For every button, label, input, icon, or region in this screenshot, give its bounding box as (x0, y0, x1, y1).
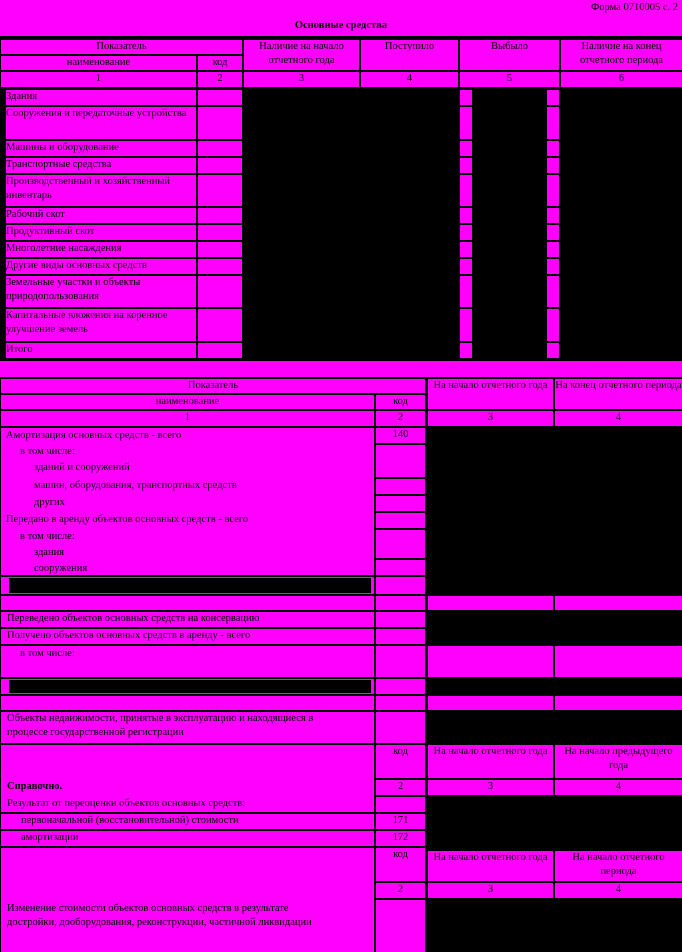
t1-code-cell[interactable] (198, 208, 242, 223)
t1-row-buildings: Здания (6, 90, 196, 105)
t2-code-cell[interactable] (376, 530, 425, 558)
t1-disposed-left-cell[interactable] (460, 158, 472, 173)
t1-disposed-left-cell[interactable] (460, 343, 472, 358)
t3-colnum-2: 2 (376, 780, 425, 795)
t1-header-indicator: Показатель (1, 40, 242, 54)
t1-disposed-right-cell[interactable] (547, 225, 559, 240)
t4-header-code: код (376, 848, 425, 881)
t1-code-cell[interactable] (198, 175, 242, 206)
t4-code-cell[interactable] (376, 900, 425, 952)
t3-reference-block (1, 745, 374, 812)
t2-row-leased-out-total: Передано в аренду объектов основных средств - всего (6, 514, 249, 525)
t1-disposed-left-cell[interactable] (460, 208, 472, 223)
t1-header-name: наименование (1, 56, 196, 70)
t1-disposed-left-cell[interactable] (460, 309, 472, 341)
t1-disposed-left-cell[interactable] (460, 107, 472, 139)
t2-end-cell[interactable] (555, 646, 682, 677)
t1-disposed-left-cell[interactable] (460, 259, 472, 274)
t2-code-cell[interactable] (376, 596, 425, 610)
t1-disposed-left-cell[interactable] (460, 225, 472, 240)
t2-header-name: наименование (1, 395, 374, 409)
t2-row-amortization-total: Амортизация основных средств - всего (6, 430, 182, 441)
t2-row-leased-buildings: здания (34, 547, 65, 558)
t2-blank-row-input[interactable] (9, 578, 371, 593)
t4-text-block (1, 848, 374, 952)
t1-disposed-right-cell[interactable] (547, 107, 559, 139)
t2-blank-row-2 (1, 679, 374, 694)
t3-reference-text: Результат от переоценки объектов основных средств: (7, 798, 246, 809)
t1-row-inventory: Производственный и хозяйственный инвентарь (6, 175, 196, 206)
t1-row-work-cattle: Рабочий скот (6, 208, 196, 223)
t4-colnum-4: 4 (555, 883, 682, 898)
t2-code-cell[interactable] (376, 712, 425, 743)
t1-header-disposed: Выбыло (460, 40, 559, 70)
t2-code-140: 140 (376, 428, 425, 443)
t1-row-perennials: Многолетние насаждения (6, 242, 196, 257)
t3-reference-label: Справочно. (7, 781, 63, 792)
t1-code-cell[interactable] (198, 158, 242, 173)
t1-disposed-right-cell[interactable] (547, 242, 559, 257)
t1-header-code: код (198, 56, 242, 70)
t2-code-cell[interactable] (376, 513, 425, 528)
t2-code-cell[interactable] (376, 445, 425, 477)
t1-disposed-right-cell[interactable] (547, 90, 559, 105)
t2-including-block (1, 646, 374, 677)
t1-row-land: Земельные участки и объекты природопользования (6, 276, 196, 307)
t1-colnum-3: 3 (244, 72, 359, 87)
t2-code-cell[interactable] (376, 560, 425, 575)
t3-row-amortization: амортизации (1, 831, 374, 846)
t3-header-start: На начало отчетного года (428, 745, 553, 778)
t1-header-received: Поступило (361, 40, 458, 70)
t2-row-machinery: машин, оборудования, транспортных средств (34, 480, 237, 491)
t2-row-real-estate: Объекты недвижимости, принятые в эксплуатацию и находящиеся в процессе государственной регистрации (1, 712, 374, 743)
t3-header-prev: На начало предыдущего года (555, 745, 682, 778)
t1-code-cell[interactable] (198, 242, 242, 257)
t1-row-productive-cattle: Продуктивный скот (6, 225, 196, 240)
t3-colnum-3: 3 (428, 780, 553, 795)
t1-code-cell[interactable] (198, 343, 242, 358)
t2-row-including: в том числе: (20, 446, 75, 457)
t2-code-cell[interactable] (376, 629, 425, 644)
t1-code-cell[interactable] (198, 276, 242, 307)
t1-disposed-left-cell[interactable] (460, 141, 472, 156)
t1-colnum-5: 5 (460, 72, 559, 87)
t2-start-cell[interactable] (428, 696, 553, 710)
t4-header-end: На начало отчетного периода (555, 851, 682, 881)
t2-row-leased-in-total: Получено объектов основных средств в аренду - всего (1, 629, 374, 644)
t1-disposed-right-cell[interactable] (547, 141, 559, 156)
t3-code-cell[interactable] (376, 797, 425, 812)
t1-code-cell[interactable] (198, 107, 242, 139)
t2-code-cell[interactable] (376, 646, 425, 677)
t3-code-172: 172 (376, 831, 425, 846)
t2-colnum-3: 3 (428, 411, 553, 426)
form-header (0, 0, 682, 36)
t2-colnum-4: 4 (555, 411, 682, 426)
t2-header-code: код (376, 395, 425, 409)
t1-disposed-right-cell[interactable] (547, 175, 559, 206)
t4-colnum-3: 3 (428, 883, 553, 898)
t1-colnum-1: 1 (1, 72, 196, 87)
t1-row-total: Итого (6, 343, 196, 358)
t2-code-cell[interactable] (376, 479, 425, 494)
t1-row-machinery: Машины и оборудование (6, 141, 196, 156)
t2-header-start: На начало отчетного года (428, 379, 553, 409)
t1-code-cell[interactable] (198, 141, 242, 156)
t2-code-cell[interactable] (376, 679, 425, 694)
t2-end-cell[interactable] (555, 696, 682, 710)
t4-colnum-2: 2 (376, 883, 425, 898)
t2-label-block (1, 428, 374, 575)
t2-colnum-1: 1 (1, 411, 374, 426)
t2-row-including-3: в том числе: (20, 648, 75, 659)
t1-code-cell[interactable] (198, 90, 242, 105)
t1-colnum-6: 6 (561, 72, 682, 87)
t3-row-initial-cost: первоначальной (восстановительной) стоимости (1, 814, 374, 829)
t1-header-start: Наличие на начало отчетного года (244, 40, 359, 70)
t2-header-end: На конец отчетного периода (555, 379, 682, 409)
t1-code-cell[interactable] (198, 309, 242, 341)
t1-row-land-improvement: Капитальные вложения на коренное улучшение земель (6, 309, 196, 341)
t1-disposed-right-cell[interactable] (547, 343, 559, 358)
t1-disposed-left-cell[interactable] (460, 175, 472, 206)
t2-blank-row (1, 577, 374, 594)
t1-colnum-2: 2 (198, 72, 242, 87)
t2-end-cell[interactable] (555, 596, 682, 610)
t1-disposed-right-cell[interactable] (547, 259, 559, 274)
t1-disposed-right-cell[interactable] (547, 158, 559, 173)
t2-row-leased-structures: сооружения (34, 563, 88, 574)
t1-disposed-right-cell[interactable] (547, 309, 559, 341)
t2-row-conservation: Переведено объектов основных средств на консервацию (1, 612, 374, 627)
t2-header-indicator: Показатель (1, 379, 425, 393)
t2-colnum-2: 2 (376, 411, 425, 426)
t2-start-cell[interactable] (428, 646, 553, 677)
t4-text: Изменение стоимости объектов основных средств в результате достройки, дооборудования, реконструкции, частичной ликвидации (7, 903, 312, 928)
section-separator (0, 361, 682, 377)
section-title: Основные средства (294, 20, 388, 31)
t2-row-others: других (34, 497, 65, 508)
t2-empty-row-2 (1, 696, 374, 710)
t4-header-start: На начало отчетного года (428, 851, 553, 881)
t1-code-cell[interactable] (198, 259, 242, 274)
t1-disposed-right-cell[interactable] (547, 276, 559, 307)
form-reference: Форма 0710005 с. 2 (590, 2, 678, 13)
t2-blank-row-input-2[interactable] (9, 680, 371, 693)
t1-header-end: Наличие на конец отчетного периода (561, 40, 682, 70)
t1-row-structures: Сооружения и передаточные устройства (6, 107, 196, 139)
t3-code-171: 171 (376, 814, 425, 829)
t2-empty-row (1, 596, 374, 610)
t1-colnum-4: 4 (361, 72, 458, 87)
t1-row-vehicles: Транспортные средства (6, 158, 196, 173)
t1-row-other: Другие виды основных средств (6, 259, 196, 274)
t1-disposed-left-cell[interactable] (460, 276, 472, 307)
t2-code-cell[interactable] (376, 696, 425, 710)
t1-disposed-left-cell[interactable] (460, 90, 472, 105)
t2-code-cell[interactable] (376, 577, 425, 594)
t1-disposed-left-cell[interactable] (460, 242, 472, 257)
t2-row-buildings-structures: зданий и сооружений (34, 462, 130, 473)
t2-start-cell[interactable] (428, 596, 553, 610)
t1-disposed-right-cell[interactable] (547, 208, 559, 223)
t1-code-cell[interactable] (198, 225, 242, 240)
t2-code-cell[interactable] (376, 496, 425, 511)
t2-row-including-2: в том числе: (20, 531, 75, 542)
t3-header-code: код (376, 745, 425, 778)
t2-code-cell[interactable] (376, 612, 425, 627)
t3-colnum-4: 4 (555, 780, 682, 795)
